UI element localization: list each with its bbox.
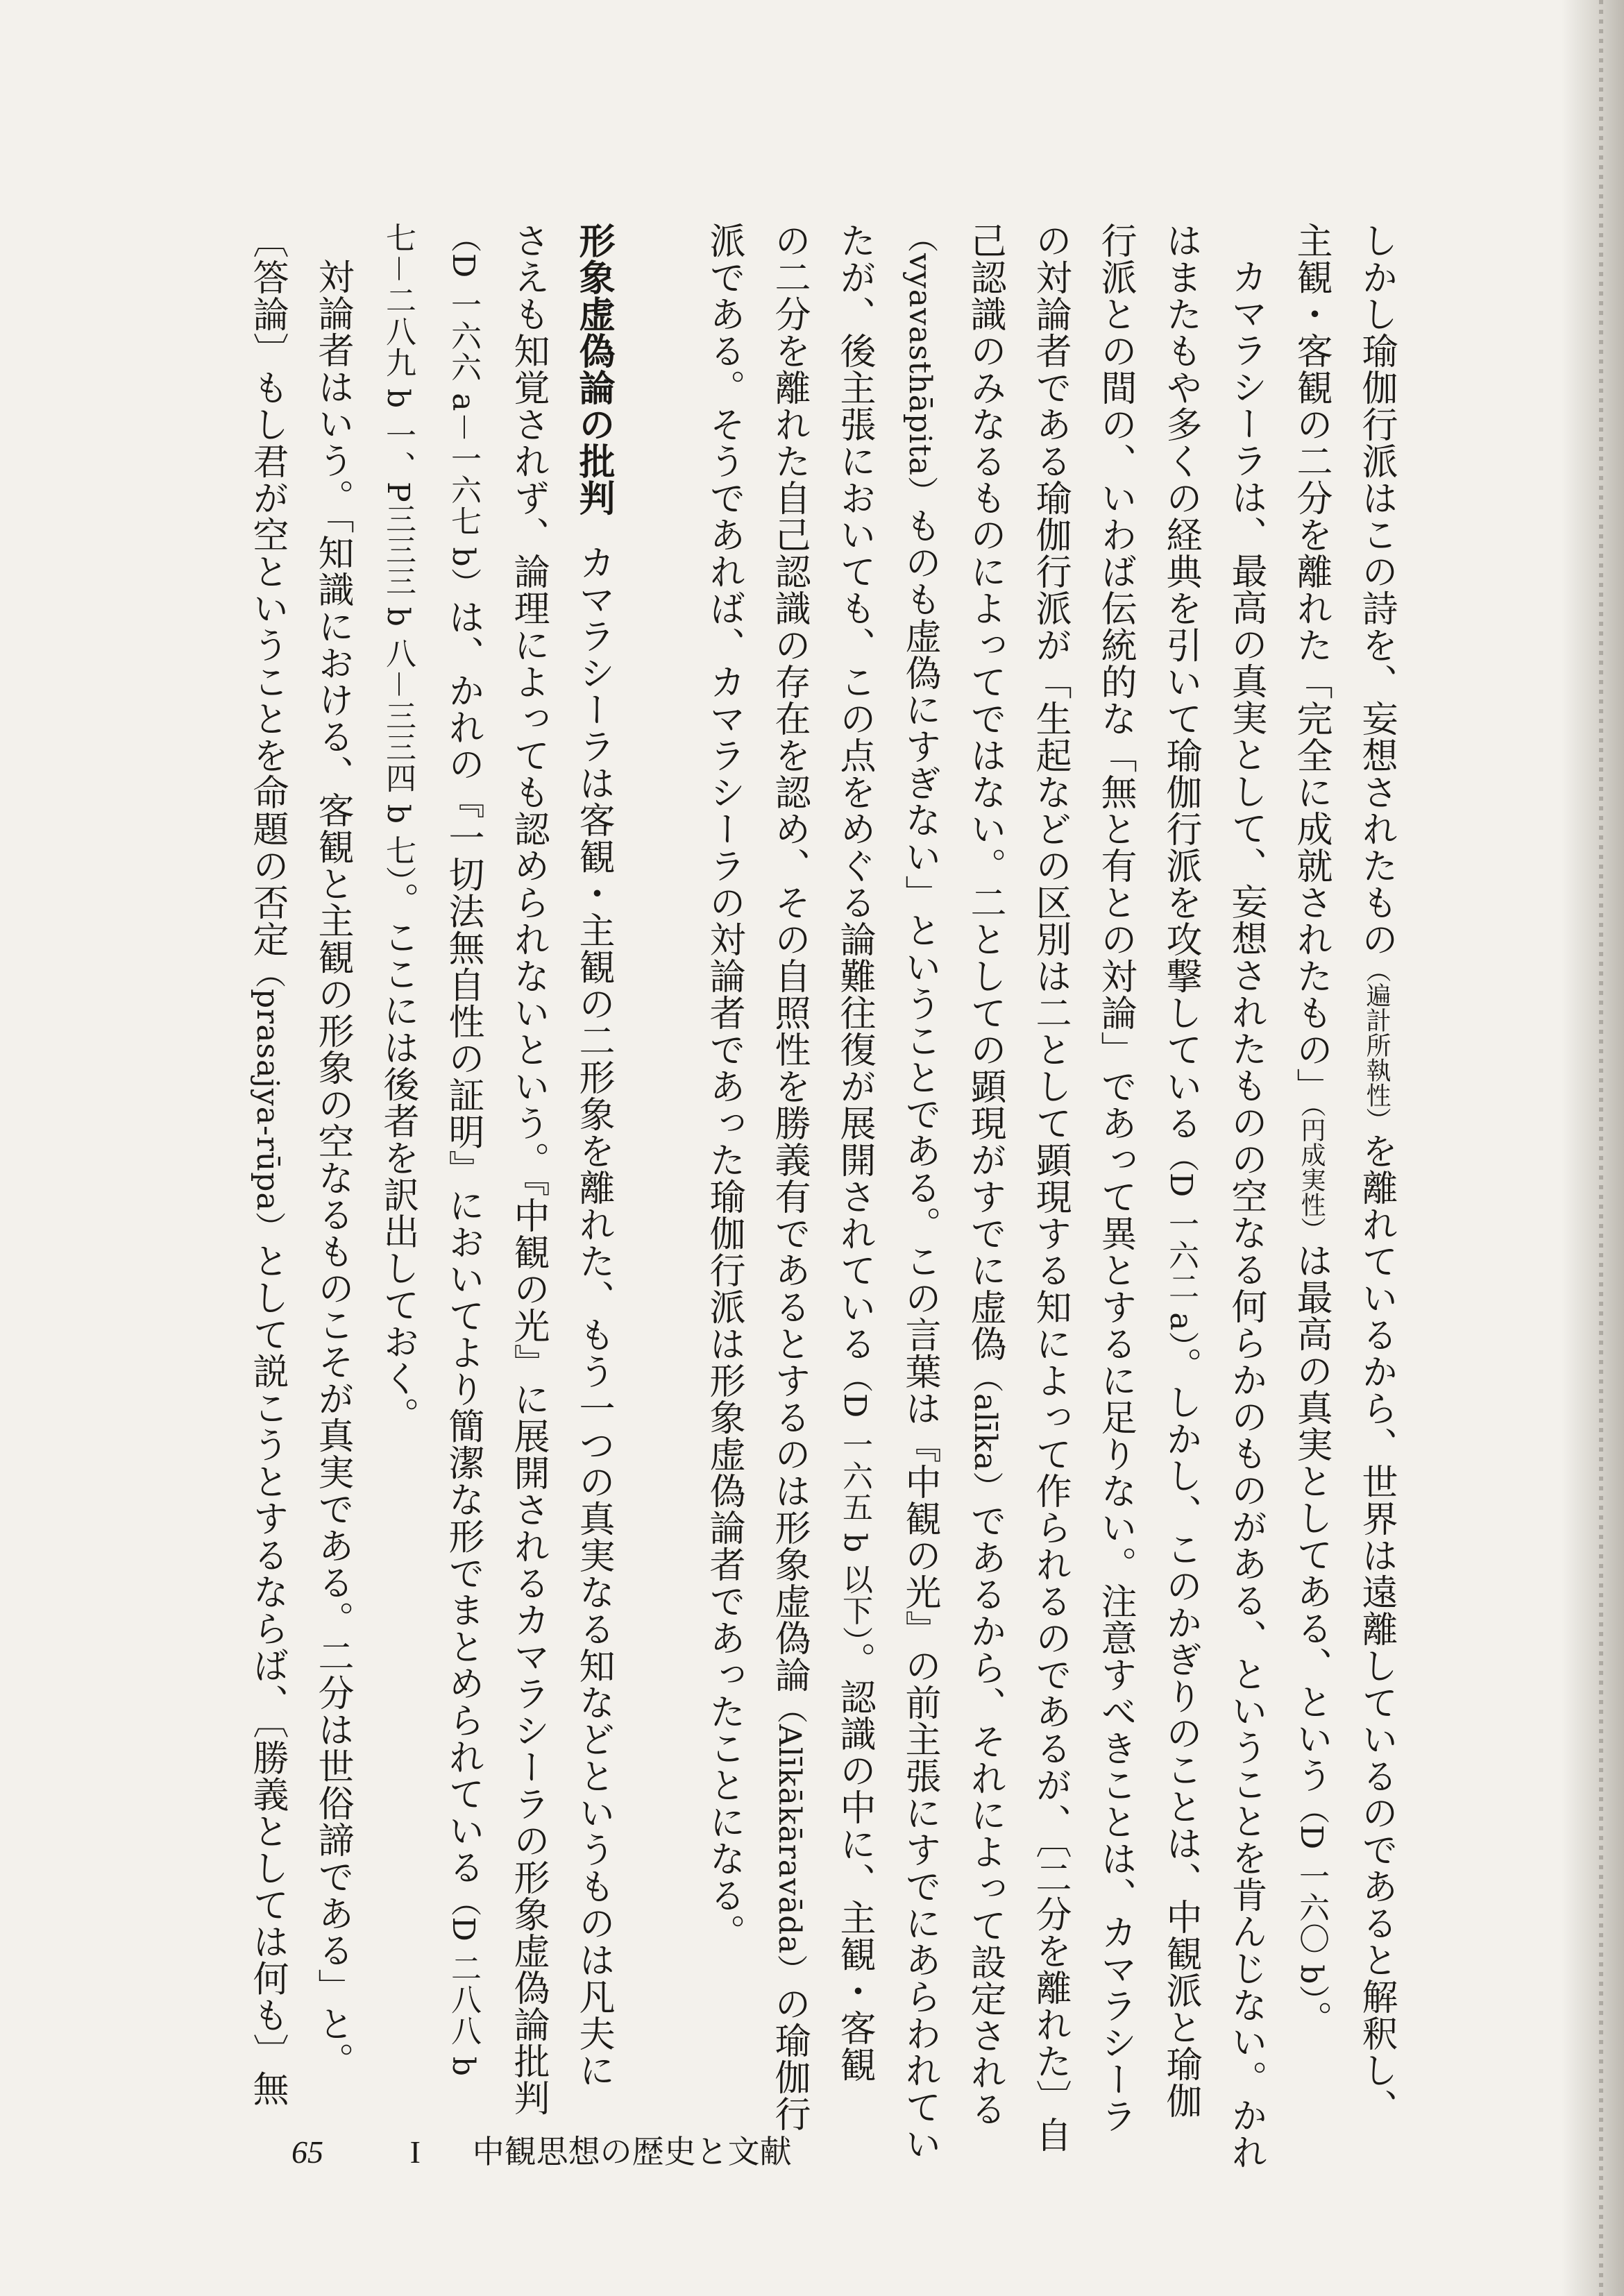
text-column <box>887 222 952 2163</box>
section-heading: 形象虚偽論の批判 <box>573 222 614 516</box>
body-text: 派である。そうであれば、カマラシーラの対論者であった瑜伽行派は形象虚偽論者であったことになる。 <box>703 222 745 1950</box>
text-column <box>822 222 887 2082</box>
text-column <box>1213 222 1278 2170</box>
citation-text: （prasajya-rūpa） <box>250 958 285 1243</box>
text-column <box>1344 222 1409 2125</box>
text-column <box>691 222 756 2082</box>
body-text: カマラシーラは客観・主観の二形象を離れた、もう一つの真実なる知などというものは凡夫に <box>573 544 614 2089</box>
body-text: ものも虚偽にすぎない」ということである。この言葉は『中観の光』の前主張にすでにあらわれてい <box>899 507 940 2163</box>
citation-text: （Alīkākāravāda） <box>772 1693 807 1986</box>
body-text: さえも知覚されず、論理によっても認められないという。『中観の光』に展開されるカマラシーラの形象虚偽論批判 <box>507 222 549 2116</box>
body-text: たが、後主張においても、この点をめぐる論難往復が展開されている <box>834 222 875 1362</box>
text-column <box>496 222 561 2116</box>
body-text: は最高の真実としてある、という <box>1290 1242 1332 1794</box>
text-column <box>1148 222 1213 2120</box>
text-column <box>1278 222 1344 2082</box>
page-footer <box>291 2127 792 2172</box>
citation-text: （D 一六二 a） <box>1163 1141 1199 1347</box>
citation-text: （D 一六五 b 以下） <box>837 1362 872 1642</box>
text-column <box>365 222 430 2082</box>
text-column <box>952 222 1017 2128</box>
body-text: しかし瑜伽行派はこの詩を、妄想されたもの <box>1355 222 1397 958</box>
running-title: 中観思想の歴史と文献 <box>472 2133 792 2170</box>
body-text: カマラシーラは、最高の真実として、妄想されたものの空なる何らかのものがある、ということを肯んじない。かれ <box>1225 258 1267 2170</box>
citation-text: （alīka） <box>967 1362 1003 1503</box>
body-text: 。しかし、このかぎりのことは、中観派と瑜伽 <box>1160 1347 1201 2120</box>
gutter-shadow <box>1562 0 1624 2296</box>
body-text: であるから、それによって設定される <box>964 1502 1006 2128</box>
body-text: 。 <box>1290 2000 1332 2038</box>
body-text: 主観・客観の二分を離れた「完全に成就されたもの」 <box>1290 222 1332 1105</box>
body-text: はまたもや多くの経典を引いて瑜伽行派を攻撃している <box>1160 222 1201 1141</box>
citation-text: （D 一六六 a－一六七 b） <box>446 222 481 599</box>
text-column <box>300 222 365 2082</box>
body-text: 。認識の中に、主観・客観 <box>834 1642 875 2084</box>
inline-note: （遍計所執性） <box>1362 958 1391 1132</box>
citation-text: （D 二八八 b <box>446 1885 481 2077</box>
citation-text: （vyavasthāpita） <box>902 222 938 508</box>
citation-text: （D 一六〇 b） <box>1294 1794 1329 2001</box>
page-edge-marks <box>1599 0 1603 2296</box>
text-column <box>756 222 822 2133</box>
citation-text: 七－二八九 b 一、P三三三 b 八－三三四 b 七） <box>380 222 416 883</box>
body-text: を離れているから、世界は遠離しているのであると解釈し、 <box>1355 1132 1397 2125</box>
body-text: の対論者である瑜伽行派が「生起などの区別は二として顕現する知によって作られるのであるが、〔二分を離れた〕自 <box>1029 222 1071 2153</box>
body-text: 己認識のみなるものによってではない。二としての顕現がすでに虚偽 <box>964 222 1006 1362</box>
text-column <box>1017 222 1083 2153</box>
page-number: 65 <box>291 2134 323 2170</box>
text-column <box>561 222 626 2089</box>
body-text: 〔答論〕もし君が空ということを命題の否定 <box>246 222 288 958</box>
text-column <box>235 222 300 2107</box>
text-column <box>1083 222 1148 2134</box>
body-text: の瑜伽行 <box>768 1985 810 2133</box>
body-text: 行派との間の、いわば伝統的な「無と有との対論」であって異とするに足りない。注意すべきことは、カマラシーラ <box>1094 222 1136 2134</box>
body-text: 対論者はいう。「知識における、客観と主観の形象の空なるものこそが真実である。二分は世俗諦である」と。 <box>312 258 353 2079</box>
body-text: の二分を離れた自己認識の存在を認め、その自照性を勝義有であるとするのは形象虚偽論 <box>768 222 810 1693</box>
part-number: I <box>409 2134 421 2170</box>
body-text: 。ここには後者を訳出しておく。 <box>377 882 418 1434</box>
text-column <box>430 222 496 2082</box>
inline-note: （円成実性） <box>1297 1105 1326 1242</box>
column-gap <box>626 222 691 2082</box>
body-text: として説こうとするならば、〔勝義としては何も〕無 <box>246 1242 288 2107</box>
body-text: は、かれの『一切法無自性の証明』においてより簡潔な形でまとめられている <box>442 598 484 1886</box>
